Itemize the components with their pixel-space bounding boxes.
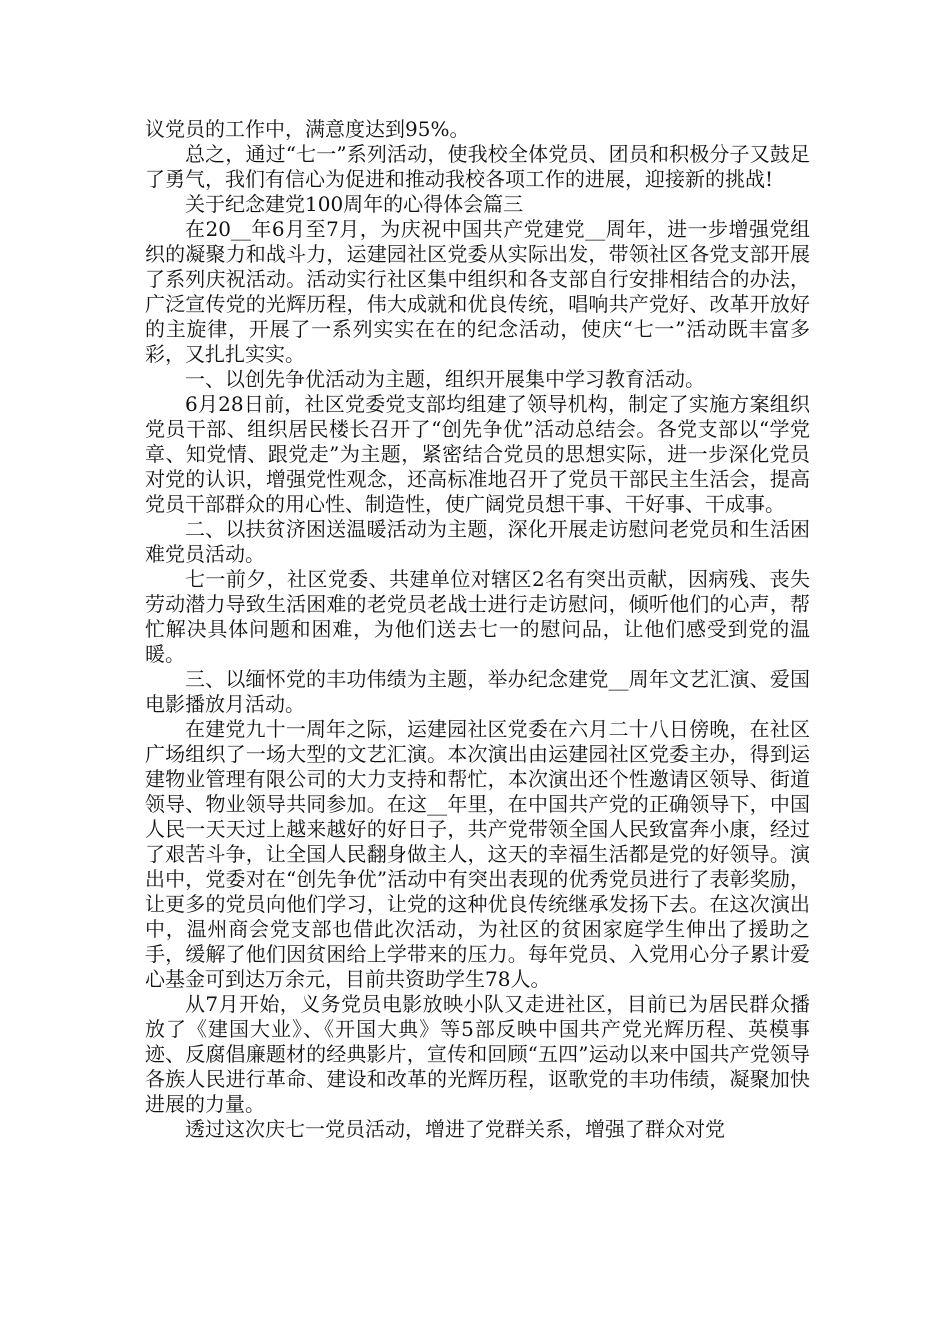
heading-point-2: 二、以扶贫济困送温暖活动为主题，深化开展走访慰问老党员和生活困难党员活动。 <box>145 517 810 566</box>
paragraph-movies: 从7月开始，义务党员电影放映小队又走进社区，目前已为居民群众播放了《建国大业》、《开国大典》等5部反映中国共产党光辉历程、英模事迹、反腐倡廉题材的经典影片，宣传和回顾“五四”运动以来中国共产党领导各族人民进行革命、建设和改革的光辉历程，讴歌党的丰功伟绩，凝聚加快进展的力量。 <box>145 992 810 1116</box>
paragraph-point-1: 6月28日前，社区党委党支部均组建了领导机构，制定了实施方案组织党员干部、组织居民楼长召开了“创先争优”活动总结会。各党支部以“学党章、知党情、跟党走”为主题，紧密结合党员的思想实际，进一步深化党员对党的认识，增强党性观念，还高标准地召开了党员干部民主生活会，提高党员干部群众的用心性、制造性，使广阔党员想干事、干好事、干成事。 <box>145 392 810 516</box>
paragraph-final: 透过这次庆七一党员活动，增进了党群关系，增强了群众对党 <box>185 1117 725 1141</box>
paragraph-intro: 在20__年6月至7月，为庆祝中国共产党建党__周年，进一步增强党组织的凝聚力和战斗力，运建园社区党委从实际出发，带领社区各党支部开展了系列庆祝活动。活动实行社区集中组织和各支部自行安排相结合的办法，广泛宣传党的光辉历程，伟大成就和优良传统，唱响共产党好、改革开放好的主旋律，开展了一系列实实在在的纪念活动，使庆“七一”活动既丰富多彩，又扎扎实实。 <box>145 217 810 366</box>
paragraph-conclusion: 总之，通过“七一”系列活动，使我校全体党员、团员和积极分子又鼓足了勇气，我们有信心为促进和推动我校各项工作的进展，迎接新的挑战! <box>145 142 810 191</box>
section-title: 关于纪念建党100周年的心得体会篇三 <box>185 192 524 216</box>
heading-point-3: 三、以缅怀党的丰功伟绩为主题，举办纪念建党__周年文艺汇演、爱国电影播放月活动。 <box>145 667 810 716</box>
heading-point-1: 一、以创先争优活动为主题，组织开展集中学习教育活动。 <box>185 367 705 391</box>
paragraph-point-2: 七一前夕，社区党委、共建单位对辖区2名有突出贡献，因病残、丧失劳动潜力导致生活困难的老党员老战士进行走访慰问，倾听他们的心声，帮忙解决具体问题和困难，为他们送去七一的慰问品，让他们感受到党的温暖。 <box>145 567 810 666</box>
document-page <box>145 117 810 1142</box>
paragraph-continued: 议党员的工作中，满意度达到95%。 <box>145 117 470 141</box>
paragraph-point-3: 在建党九十一周年之际，运建园社区党委在六月二十八日傍晚，在社区广场组织了一场大型的文艺汇演。本次演出由运建园社区党委主办，得到运建物业管理有限公司的大力支持和帮忙，本次演出还个性邀请区领导、街道领导、物业领导共同参加。在这__年里，在中国共产党的正确领导下，中国人民一天天过上越来越好的好日子，共产党带领全国人民致富奔小康，经过了艰苦斗争，让全国人民翻身做主人，这天的幸福生活都是党的好领导。演出中，党委对在“创先争优”活动中有突出表现的优秀党员进行了表彰奖励，让更多的党员向他们学习，让党的这种优良传统继承发扬下去。在这次演出中，温州商会党支部也借此次活动，为社区的贫困家庭学生伸出了援助之手，缓解了他们因贫困给上学带来的压力。每年党员、入党用心分子累计爱心基金可到达万余元，目前共资助学生78人。 <box>145 717 810 991</box>
